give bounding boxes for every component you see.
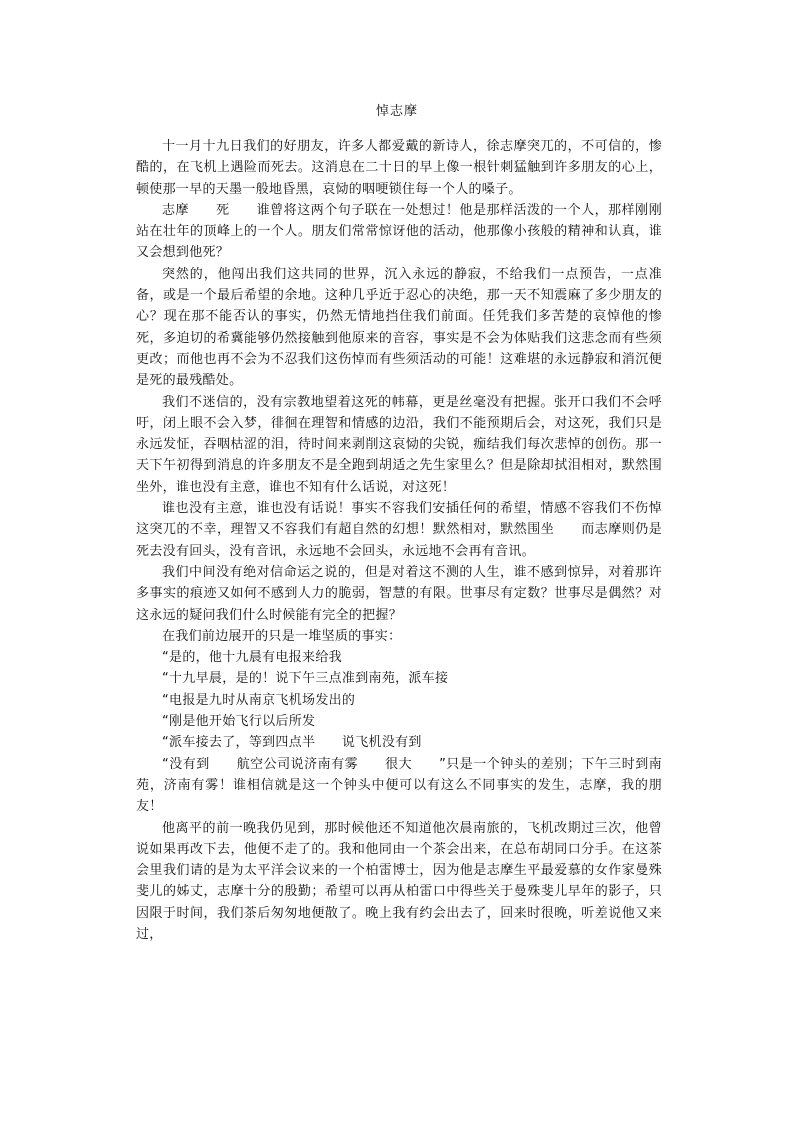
- quote-line: “电报是九时从南京飞机场发出的: [162, 692, 356, 708]
- quote-line: “十九早晨，是的！说下午三点准到南苑，派车接: [162, 671, 449, 687]
- paragraph: 突然的，他闯出我们这共同的世界，沉入永远的静寂，不给我们一点预告，一点准备，或是一个最后希望的余地。这种几乎近于忍心的决绝，那一天不知震麻了多少朋友的心？现在那不能否认的事实，仍然无情地挡住我们前面。任凭我们多苦楚的哀悼他的惨死，多迫切的希冀能够仍然接触到他原来的音容，事实是不会为体贴我们这悲念而有些须更改；而他也再不会为不忍我们这伤悼而有些须活动的可能！这难堪的永远静寂和消沉便是死的最残酷处。: [136, 266, 662, 389]
- paragraph: 十一月十九日我们的好朋友，许多人都爱戴的新诗人，徐志摩突兀的，不可信的，惨酷的，在飞机上遇险而死去。这消息在二十日的早上像一根针刺猛触到许多朋友的心上，顿使那一早的天墨一般地昏黑，哀恸的咽哽锁住每一个人的嗓子。: [136, 139, 662, 197]
- quote-line: “派车接去了，等到四点半 说飞机没有到: [162, 735, 422, 751]
- paragraph: 谁也没有主意，谁也没有话说！事实不容我们安插任何的希望，情感不容我们不伤悼这突兀的不幸，理智又不容我们有超自然的幻想！默然相对，默然围坐 而志摩则仍是死去没有回头，没有音讯，永远地不会回头，永远地不会再有音讯。: [136, 501, 662, 559]
- paragraph: 他离平的前一晚我仍见到，那时候他还不知道他次晨南旅的，飞机改期过三次，他曾说如果再改下去，他便不走了的。我和他同由一个茶会出来，在总布胡同口分手。在这茶会里我们请的是为太平洋会议来的一个柏雷博士，因为他是志摩生平最爱慕的女作家曼殊斐儿的姊丈，志摩十分的殷勤；希望可以再从柏雷口中得些关于曼殊斐儿早年的影子，只因限于时间，我们茶后匆匆地便散了。晚上我有约会出去了，回来时很晚，听差说他又来过，: [136, 820, 662, 942]
- document-title: 悼志摩: [375, 104, 418, 119]
- quote-line: “刚是他开始飞行以后所发: [162, 714, 316, 730]
- quote-line: “没有到 航空公司说济南有雾 很大 ”只是一个钟头的差别；下午三时到南苑，济南有雾！谁相信就是这一个钟头中便可以有这么不同事实的发生，志摩，我的朋友！: [136, 756, 662, 815]
- document-body: [136, 136, 662, 945]
- paragraph: 志摩 死 谁曾将这两个句子联在一处想过！他是那样活泼的一个人，那样刚刚站在壮年的顶峰上的一个人。朋友们常常惊讶他的活动，他那像小孩般的精神和认真，谁又会想到他死？: [136, 202, 662, 261]
- paragraph: 我们不迷信的，没有宗教地望着这死的帏幕，更是丝毫没有把握。张开口我们不会呼吁，闭上眼不会入梦，徘徊在理智和情感的边沿，我们不能预期后会，对这死，我们只是永远发怔，吞咽枯涩的泪，待时间来剥削这哀恸的尖锐，痂结我们每次悲悼的创伤。那一天下午初得到消息的许多朋友不是全跑到胡适之先生家里么？但是除却拭泪相对，默然围坐外，谁也没有主意，谁也不知有什么话说，对这死！: [136, 394, 662, 495]
- quote-line: “是的，他十九晨有电报来给我: [162, 650, 342, 666]
- paragraph: 我们中间没有绝对信命运之说的，但是对着这不测的人生，谁不感到惊异，对着那许多事实的痕迹又如何不感到人力的脆弱，智慧的有限。世事尽有定数？世事尽是偶然？对这永远的疑问我们什么时候能有完全的把握？: [136, 564, 662, 623]
- paragraph: 在我们前边展开的只是一堆坚质的事实：: [162, 628, 402, 644]
